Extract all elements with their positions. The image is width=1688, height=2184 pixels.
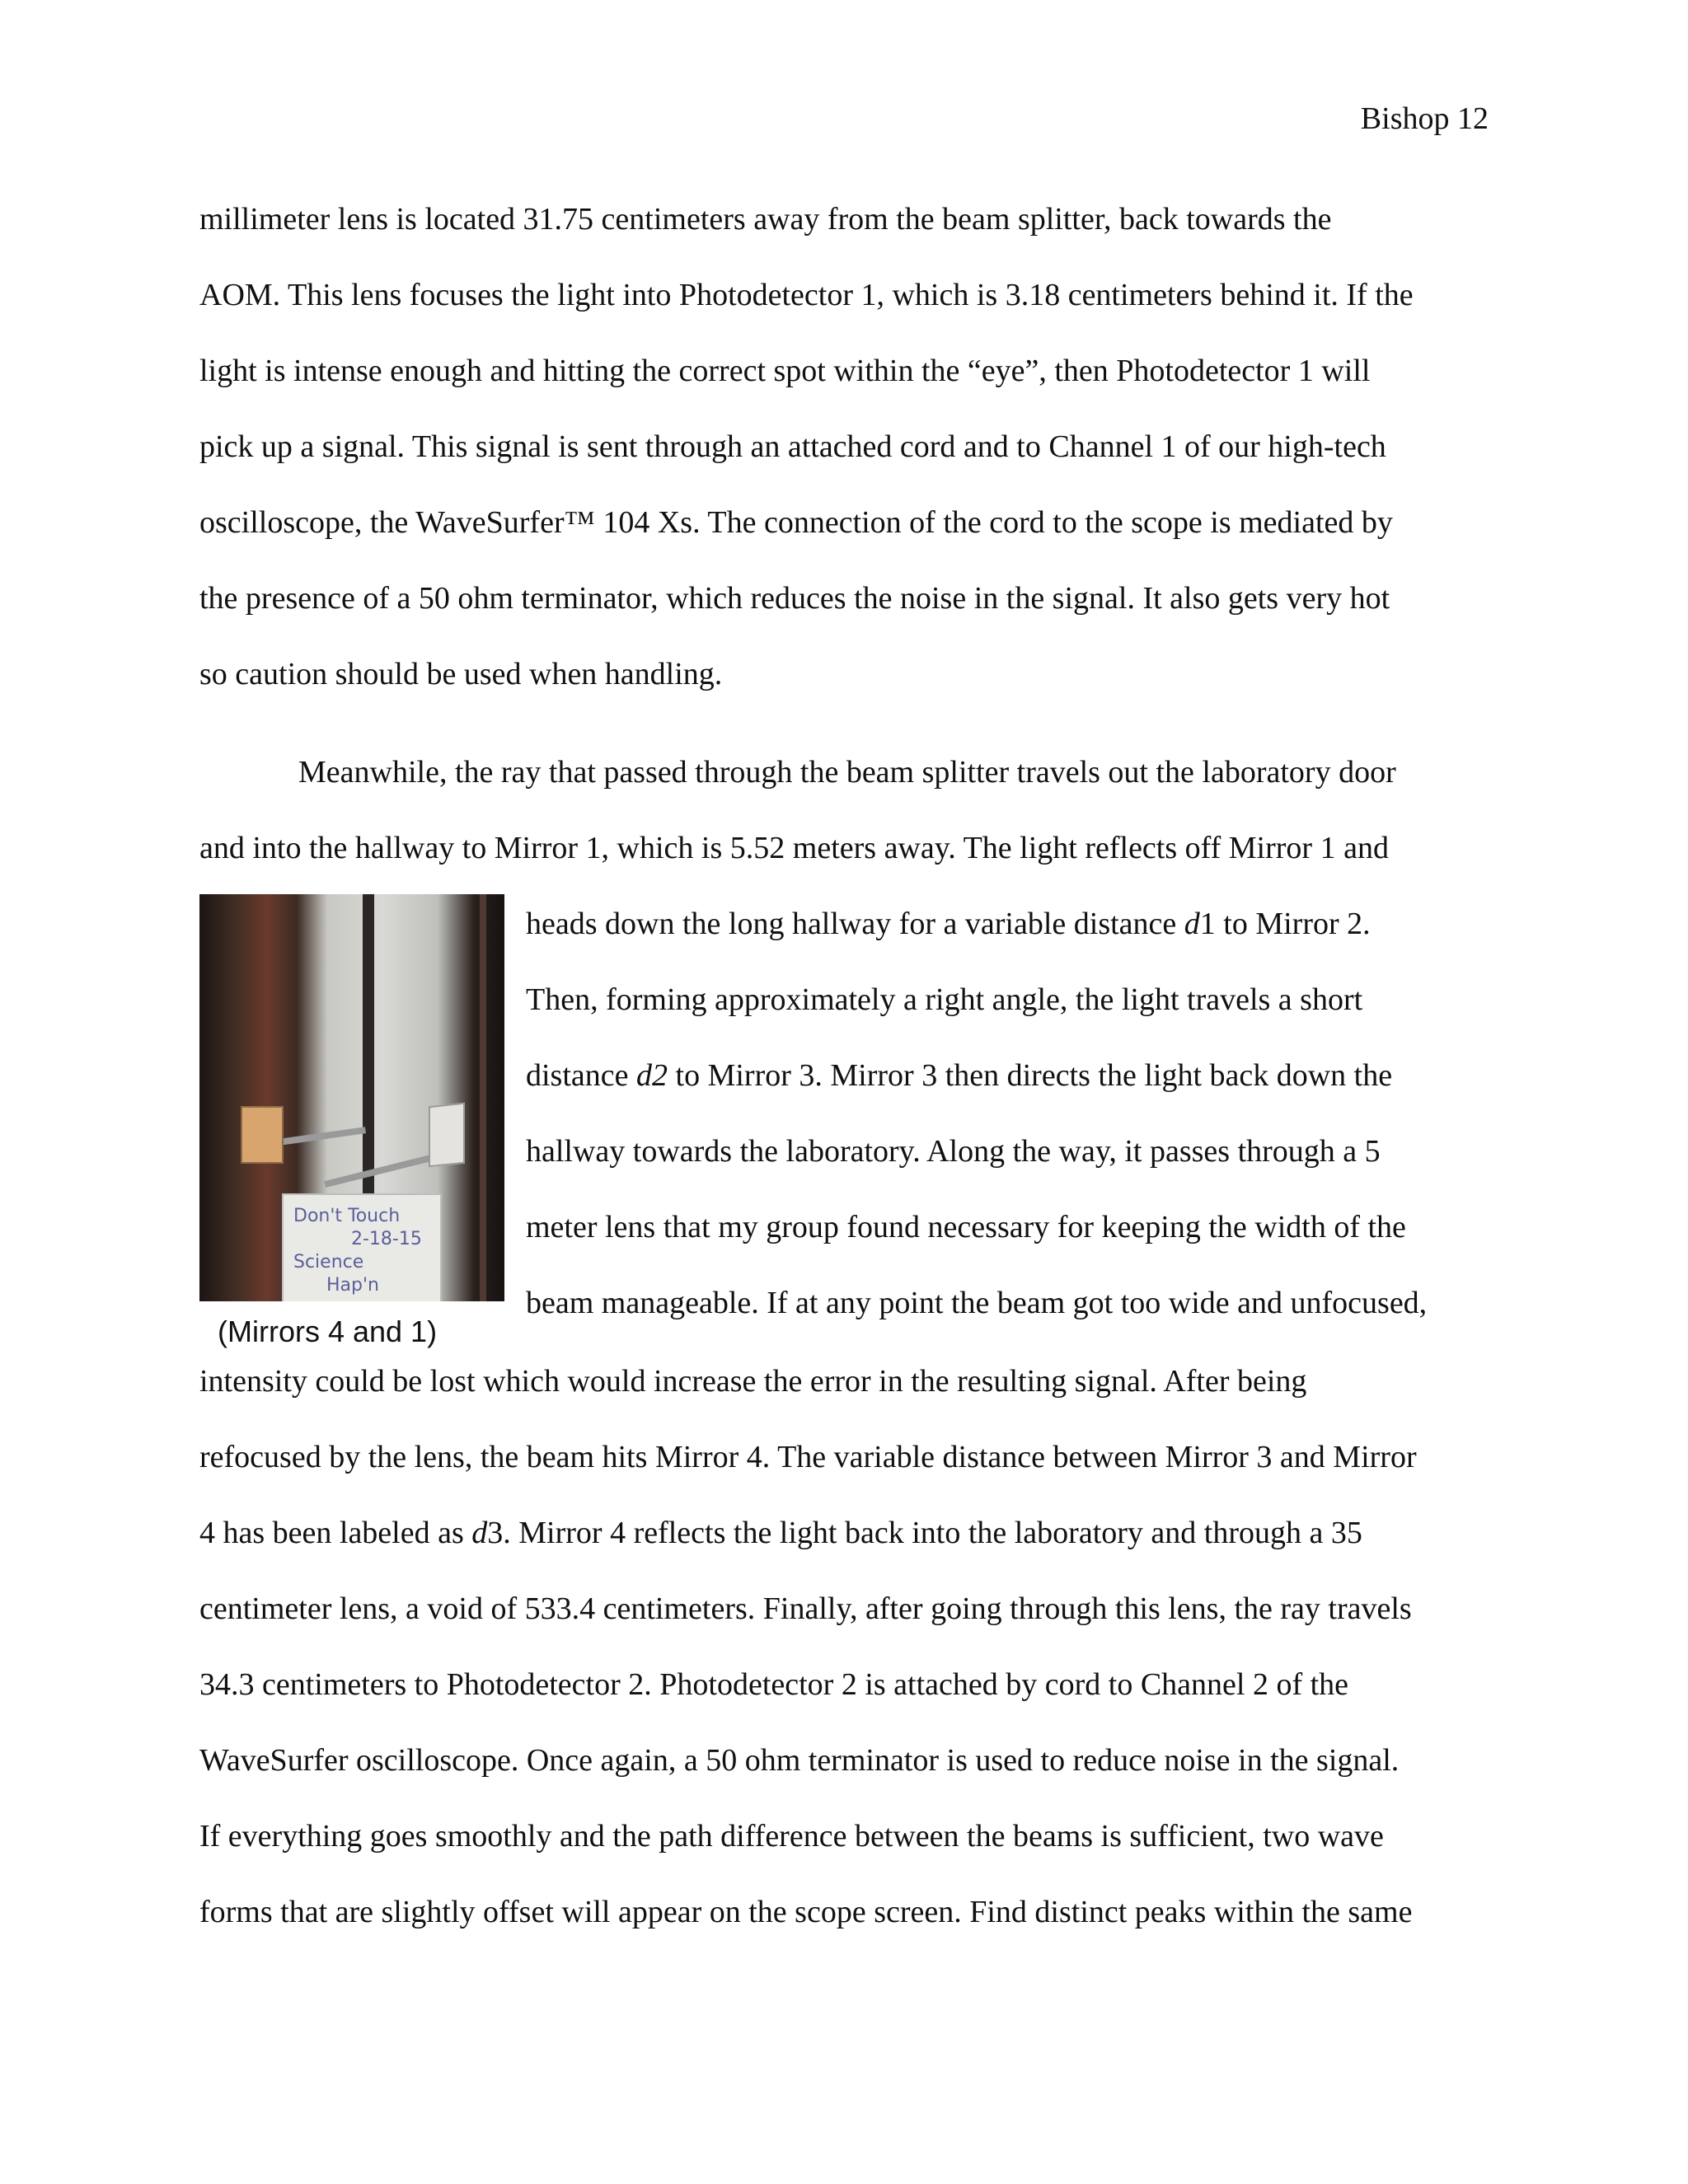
text-line: 34.3 centimeters to Photodetector 2. Photodetector 2 is attached by cord to Channel 2 of the [199, 1667, 1349, 1702]
text-line [526, 902, 1371, 945]
text-line: Then, forming approximately a right angle, the light travels a short [526, 982, 1363, 1017]
text-line: centimeter lens, a void of 533.4 centimeters. Finally, after going through this lens, the ray travels [199, 1591, 1412, 1626]
text-line: forms that are slightly offset will appear on the scope screen. Find distinct peaks within the same [199, 1895, 1413, 1929]
text-span: 3. Mirror 4 reflects the light back into the laboratory and through a 35 [487, 1516, 1362, 1550]
text-line: pick up a signal. This signal is sent through an attached cord and to Channel 1 of our high-tech [199, 429, 1386, 464]
figure-caption: (Mirrors 4 and 1) [218, 1315, 438, 1348]
text-line: millimeter lens is located 31.75 centimeters away from the beam splitter, back towards the [199, 202, 1332, 237]
text-line: so caution should be used when handling. [199, 657, 723, 691]
door-frame [480, 894, 486, 1301]
variable-d3: d [471, 1516, 488, 1550]
text-line: If everything goes smoothly and the path difference between the beams is sufficient, two wave [199, 1819, 1384, 1854]
text-span: 4 has been labeled as [199, 1516, 472, 1550]
text-line: oscilloscope, the WaveSurfer™ 104 Xs. The connection of the cord to the scope is mediated by [199, 505, 1393, 540]
mirror-4 [241, 1106, 284, 1164]
sign-line: Science [293, 1252, 364, 1272]
text-line: intensity could be lost which would increase the error in the resulting signal. After being [199, 1364, 1307, 1399]
mirror-1 [429, 1103, 465, 1168]
sign-line: Hap'n [326, 1275, 379, 1296]
warning-sign [282, 1193, 442, 1301]
mirror-arm [274, 1127, 366, 1146]
text-line: light is intense enough and hitting the correct spot within the “eye”, then Photodetector 1 will [199, 354, 1371, 388]
text-line: AOM. This lens focuses the light into Photodetector 1, which is 3.18 centimeters behind it. If the [199, 278, 1414, 312]
text-line: and into the hallway to Mirror 1, which is 5.52 meters away. The light reflects off Mirror 1 and [199, 831, 1389, 865]
sign-line: 2-18-15 [351, 1229, 422, 1249]
sign-line: Don't Touch [293, 1206, 401, 1226]
text-line: meter lens that my group found necessary for keeping the width of the [526, 1210, 1406, 1244]
text-span: heads down the long hallway for a variable distance [526, 907, 1184, 941]
sign-text [293, 1205, 422, 1297]
variable-d1: d [1184, 907, 1200, 941]
text-line: hallway towards the laboratory. Along the way, it passes through a 5 [526, 1134, 1381, 1169]
variable-d2: d2 [636, 1058, 668, 1093]
text-span: 1 to Mirror 2. [1199, 907, 1371, 941]
text-line: beam manageable. If at any point the beam got too wide and unfocused, [526, 1286, 1428, 1320]
text-span: distance [526, 1058, 637, 1093]
text-line: WaveSurfer oscilloscope. Once again, a 50 ohm terminator is used to reduce noise in the signal. [199, 1743, 1400, 1778]
mirror-arm [324, 1151, 445, 1188]
text-line: the presence of a 50 ohm terminator, which reduces the noise in the signal. It also gets very hot [199, 581, 1390, 616]
text-line: refocused by the lens, the beam hits Mirror 4. The variable distance between Mirror 3 and Mirror [199, 1440, 1417, 1474]
text-line [199, 1511, 1362, 1554]
mirrors-photo [199, 894, 504, 1301]
text-line [526, 1054, 1392, 1097]
text-line: Meanwhile, the ray that passed through the beam splitter travels out the laboratory door [298, 755, 1396, 790]
page-header: Bishop 12 [1360, 101, 1489, 136]
text-span: to Mirror 3. Mirror 3 then directs the light back down the [668, 1058, 1393, 1093]
